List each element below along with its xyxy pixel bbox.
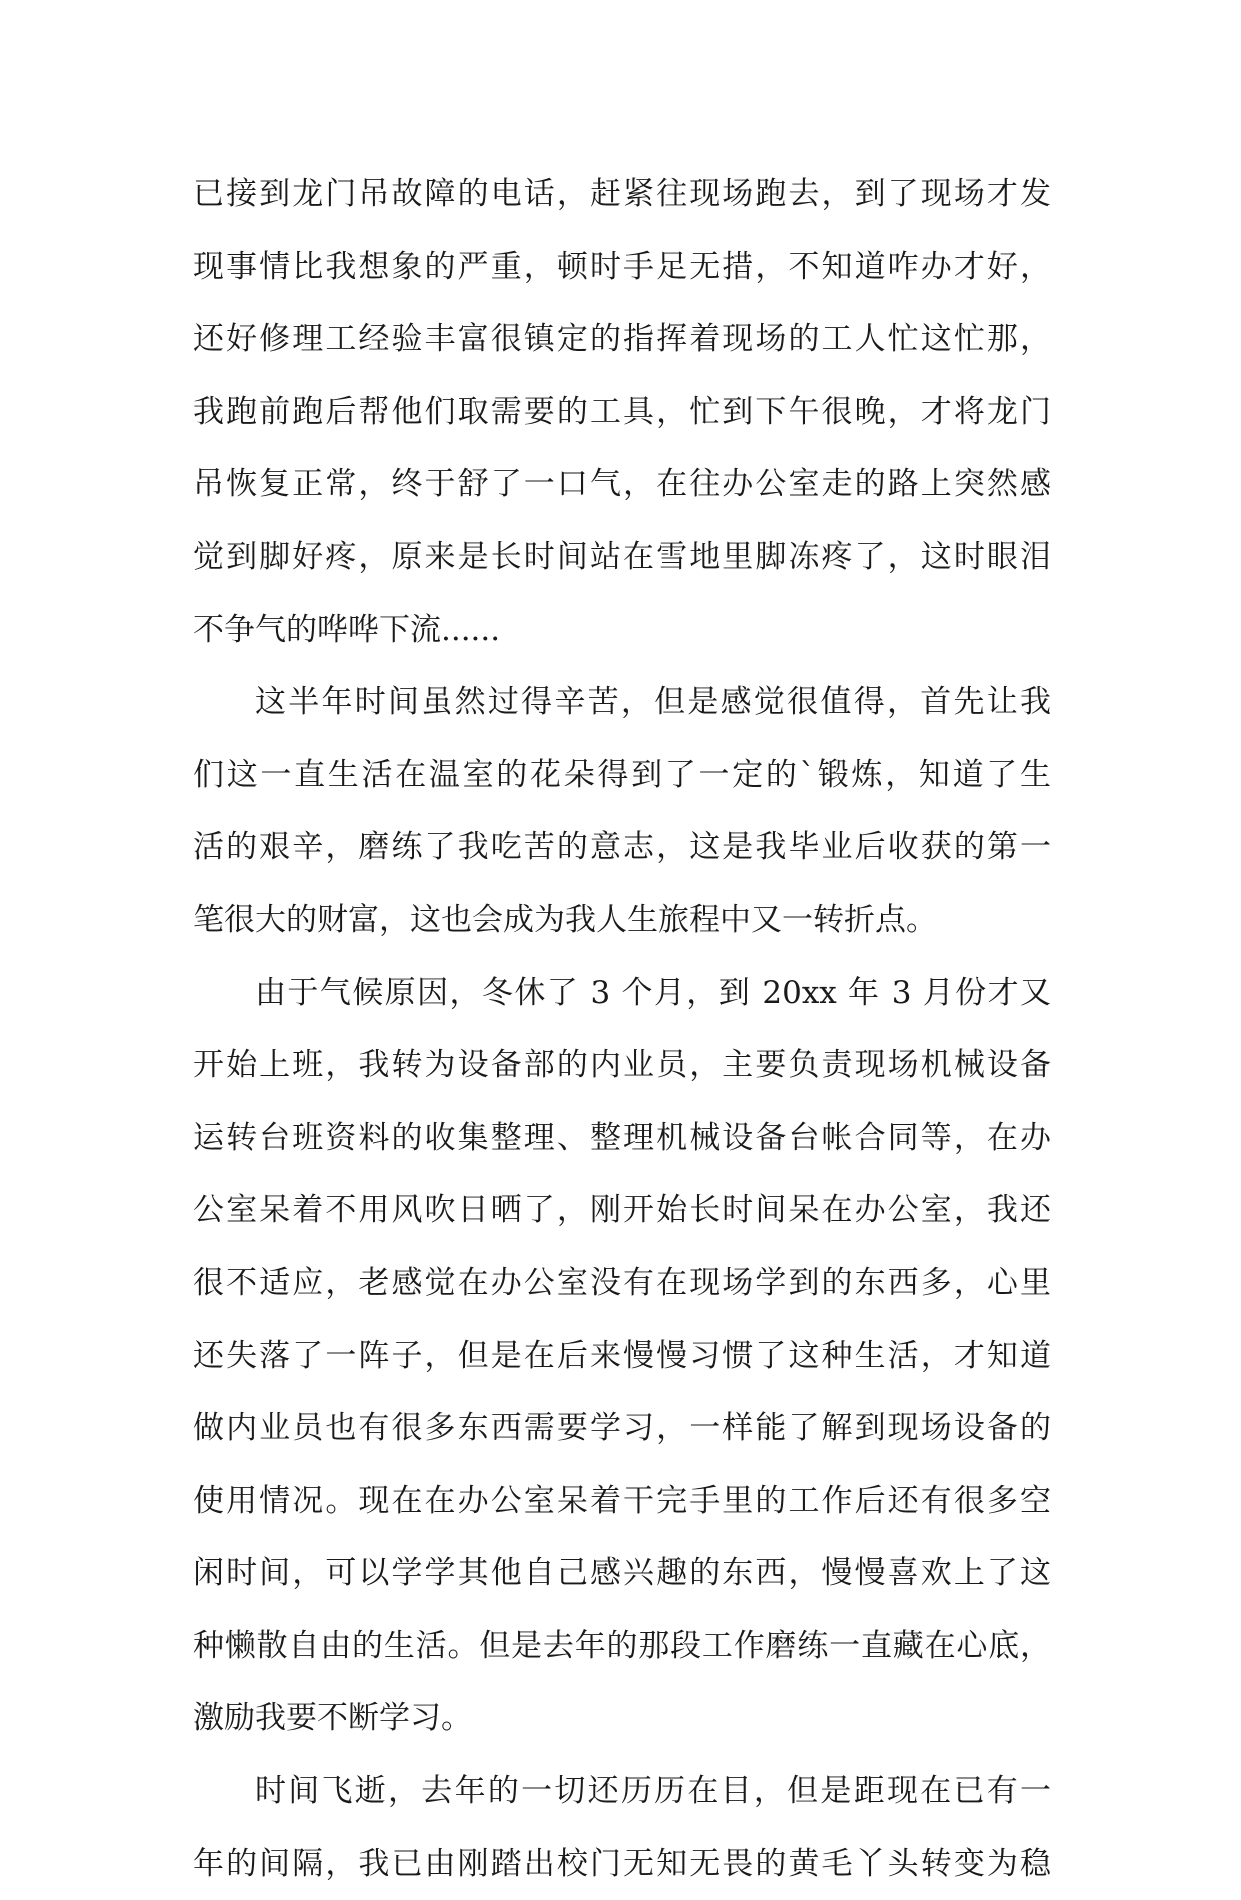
text-line: 开始上班，我转为设备部的内业员，主要负责现场机械设备 bbox=[193, 1047, 1051, 1084]
text-line: 觉到脚好疼，原来是长时间站在雪地里脚冻疼了，这时眼泪 bbox=[193, 538, 1051, 575]
text-line: 不争气的哗哗下流...... bbox=[193, 611, 501, 648]
text-line: 使用情况。现在在办公室呆着干完手里的工作后还有很多空 bbox=[193, 1482, 1051, 1519]
text-line: 很不适应，老感觉在办公室没有在现场学到的东西多，心里 bbox=[193, 1264, 1051, 1301]
text-line: 闲时间，可以学学其他自己感兴趣的东西，慢慢喜欢上了这 bbox=[193, 1555, 1051, 1592]
text-line: 激励我要不断学习。 bbox=[193, 1700, 472, 1737]
text-line: 种懒散自由的生活。但是去年的那段工作磨练一直藏在心底， bbox=[193, 1627, 1051, 1664]
text-line: 年的间隔，我已由刚踏出校门无知无畏的黄毛丫头转变为稳 bbox=[193, 1845, 1051, 1882]
text-line: 我跑前跑后帮他们取需要的工具，忙到下午很晚，才将龙门 bbox=[193, 393, 1051, 430]
text-line: 还失落了一阵子，但是在后来慢慢习惯了这种生活，才知道 bbox=[193, 1337, 1051, 1374]
text-line: 做内业员也有很多东西需要学习，一样能了解到现场设备的 bbox=[193, 1410, 1051, 1447]
text-line: 活的艰辛，磨练了我吃苦的意志，这是我毕业后收获的第一 bbox=[193, 829, 1051, 866]
paragraph-first-line: 这半年时间虽然过得辛苦，但是感觉很值得，首先让我 bbox=[255, 684, 1051, 721]
paragraph-first-line: 由于气候原因，冬休了 3 个月，到 20xx 年 3 月份才又 bbox=[255, 974, 1051, 1011]
text-line: 还好修理工经验丰富很镇定的指挥着现场的工人忙这忙那， bbox=[193, 321, 1051, 358]
text-line: 吊恢复正常，终于舒了一口气，在往办公室走的路上突然感 bbox=[193, 466, 1051, 503]
paragraph-first-line: 时间飞逝，去年的一切还历历在目，但是距现在已有一 bbox=[255, 1773, 1051, 1810]
text-line: 现事情比我想象的严重，顿时手足无措，不知道咋办才好， bbox=[193, 248, 1051, 285]
body-text bbox=[193, 158, 1051, 1900]
text-line: 笔很大的财富，这也会成为我人生旅程中又一转折点。 bbox=[193, 901, 937, 938]
text-line: 运转台班资料的收集整理、整理机械设备台帐合同等，在办 bbox=[193, 1119, 1051, 1156]
text-line: 们这一直生活在温室的花朵得到了一定的`锻炼，知道了生 bbox=[193, 756, 1051, 793]
text-line: 公室呆着不用风吹日晒了，刚开始长时间呆在办公室，我还 bbox=[193, 1192, 1051, 1229]
text-line: 已接到龙门吊故障的电话，赶紧往现场跑去，到了现场才发 bbox=[193, 176, 1051, 212]
